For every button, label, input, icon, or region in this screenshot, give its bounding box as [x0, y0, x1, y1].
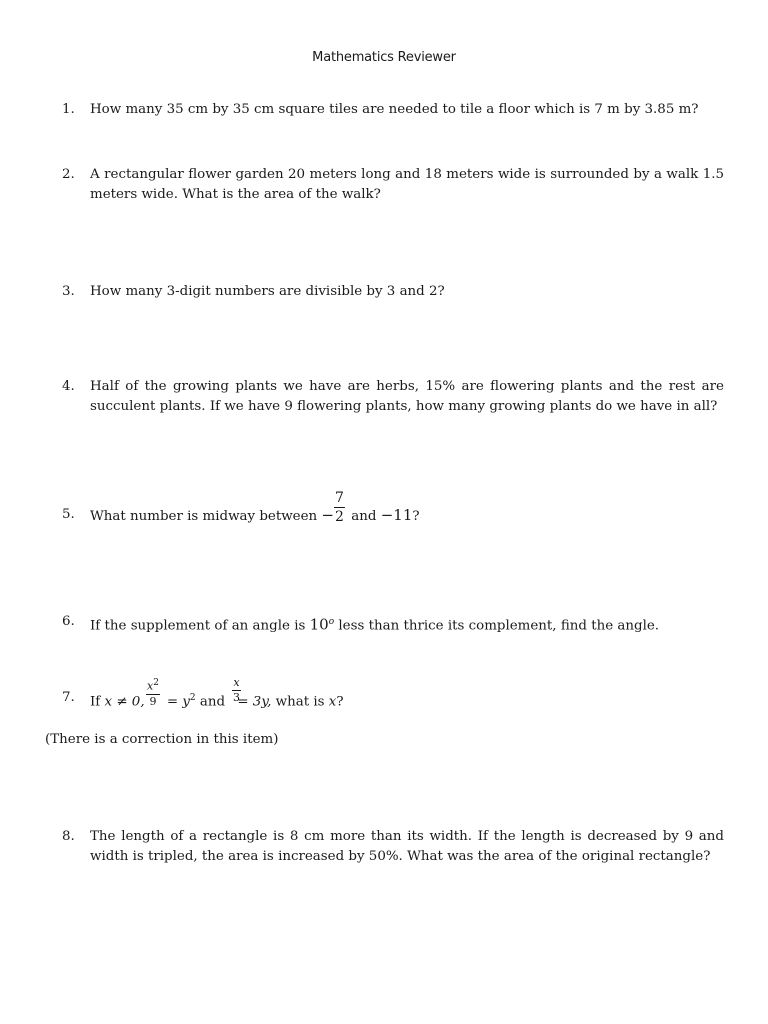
question-text: A rectangular flower garden 20 meters long and 18 meters wide is surrounded by a walk 1.5 meters wide. What is the area of the walk? — [90, 167, 724, 202]
question-number: 6. — [62, 614, 75, 629]
fraction-x-over-3: $\frac{x}{3}$ — [233, 676, 240, 704]
condition: x ≠ 0, — [104, 694, 145, 710]
question-7: 7. If x ≠ 0, $\frac{x^2}{9}$ = $y^2$ and $\frac{x}{3}$ = 3y, what is x? — [62, 676, 344, 710]
math-value: 11 — [393, 506, 413, 524]
fraction-x-squared-over-9: $\frac{x^2}{9}$ — [147, 678, 159, 708]
fraction: $\frac{7}{2}$ — [335, 490, 344, 525]
angle-value: 10 — [309, 615, 329, 634]
question-number: 7. — [62, 690, 75, 705]
question-text: If the supplement of an angle is — [90, 618, 310, 634]
question-3 — [62, 282, 724, 302]
question-text: less than thrice its complement, find the angle. — [334, 618, 660, 634]
question-text: and — [347, 509, 381, 524]
question-text: How many 3-digit numbers are divisible by 3 and 2? — [90, 284, 445, 299]
question-text: The length of a rectangle is 8 cm more than its width. If the length is decreased by 9 and width is tripled, the area is increased by 50%. What was the area of the original rectangle? — [90, 829, 724, 864]
question-number: 1. — [62, 102, 75, 117]
question-number: 8. — [62, 829, 75, 844]
question-text: What number is midway between — [90, 509, 322, 524]
correction-note: (There is a correction in this item) — [45, 732, 279, 747]
question-2 — [62, 165, 724, 205]
question-number: 3. — [62, 284, 75, 299]
question-5: 5. What number is midway between − $\frac{7}{2}$ and −11? — [62, 490, 420, 525]
page-title: Mathematics Reviewer — [312, 50, 456, 65]
question-6: 6. If the supplement of an angle is 10$^o$ less than thrice its complement, find the angle. — [62, 614, 660, 634]
question-number: 2. — [62, 167, 75, 182]
question-text: Half of the growing plants we have are herbs, 15% are flowering plants and the rest are succulent plants. If we have 9 flowering plants, how many growing plants do we have in all? — [90, 379, 724, 414]
question-1 — [62, 100, 724, 120]
question-text: How many 35 cm by 35 cm square tiles are needed to tile a floor which is 7 m by 3.85 m? — [90, 102, 699, 117]
question-8 — [62, 827, 724, 867]
question-number: 4. — [62, 379, 75, 394]
question-number: 5. — [62, 507, 75, 522]
question-4 — [62, 377, 724, 417]
